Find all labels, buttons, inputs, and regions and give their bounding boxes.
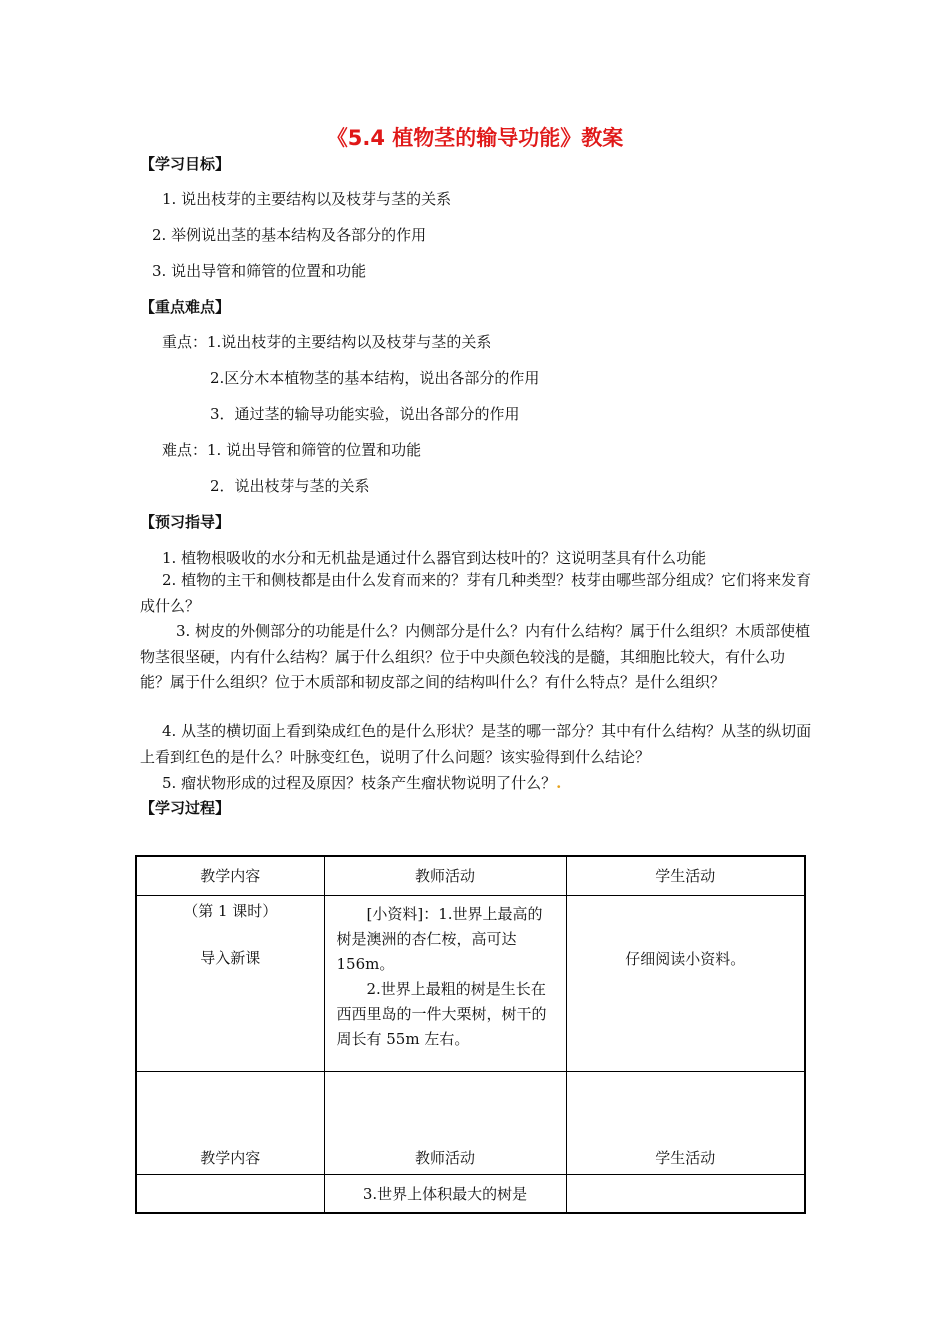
header-teacher: 教师活动 [324,1072,566,1175]
preview-item: 4. 从茎的横切面上看到染成红色的是什么形状？是茎的哪一部分？其中有什么结构？从茎的纵切面上看到红色的是什么？叶脉变红色，说明了什么问题？该实验得到什么结论？ [140,722,812,766]
preview-item: 2. 植物的主干和侧枝都是由什么发育而来的？芽有几种类型？枝芽由哪些部分组成？它们将来发育成什么？ [140,571,812,615]
trailing-mark: . [556,774,562,792]
teacher-note: 2.世界上最粗的树是生长在西西里岛的一件大栗树，树干的周长有 55m 左右。 [336,980,547,1048]
lesson-period: （第 1 课时） [183,902,278,920]
teacher-note: [小资料]：1.世界上最高的树是澳洲的杏仁桉，高可达156m。 [336,905,543,973]
content-cell [136,896,324,1072]
student-cell [566,1175,805,1213]
key-line: 2.区分木本植物茎的基本结构，说出各部分的作用 [210,369,540,387]
lesson-intro: 导入新课 [200,949,261,967]
difficulty-line: 难点：1. 说出导管和筛管的位置和功能 [162,441,422,459]
table-header-row [136,856,805,896]
key-line: 重点：1.说出枝芽的主要结构以及枝芽与茎的关系 [162,333,492,351]
header-student: 学生活动 [566,856,805,896]
preview-heading: 【预习指导】 [140,513,231,531]
teacher-cell [324,896,566,1072]
header-content: 教学内容 [136,856,324,896]
goal-item: 2. 举例说出茎的基本结构及各部分的作用 [152,226,427,244]
document-title: 《5.4 植物茎的输导功能》教案 [326,126,624,150]
process-heading: 【学习过程】 [140,799,231,817]
table-header-row-repeat [136,1072,805,1175]
header-teacher: 教师活动 [324,856,566,896]
student-cell: 仔细阅读小资料。 [566,896,805,1072]
key-heading: 【重点难点】 [140,298,231,316]
preview-item-text: 5. 瘤状物形成的过程及原因？枝条产生瘤状物说明了什么？ [162,774,557,792]
teacher-cell: 3.世界上体积最大的树是 [324,1175,566,1213]
preview-item: 1. 植物根吸收的水分和无机盐是通过什么器官到达枝叶的？这说明茎具有什么功能 [162,549,707,567]
lesson-table [135,855,806,1214]
preview-item-last [162,772,561,793]
goals-heading: 【学习目标】 [140,155,231,173]
header-content: 教学内容 [136,1072,324,1175]
header-student: 学生活动 [566,1072,805,1175]
preview-item: 3. 树皮的外侧部分的功能是什么？内侧部分是什么？内有什么结构？属于什么组织？木质部使植物茎很坚硬，内有什么结构？属于什么组织？位于中央颜色较浅的是髓，其细胞比较大，有什么功能？属于什么组织？位于木质部和韧皮部之间的结构叫什么？有什么特点？是什么组织？ [140,622,811,691]
goal-item: 3. 说出导管和筛管的位置和功能 [152,262,367,280]
table-row [136,1175,805,1213]
table-row [136,896,805,1072]
content-cell [136,1175,324,1213]
difficulty-line: 2．说出枝芽与茎的关系 [210,477,370,495]
goal-item: 1. 说出枝芽的主要结构以及枝芽与茎的关系 [162,190,452,208]
key-line: 3．通过茎的输导功能实验，说出各部分的作用 [210,405,520,423]
